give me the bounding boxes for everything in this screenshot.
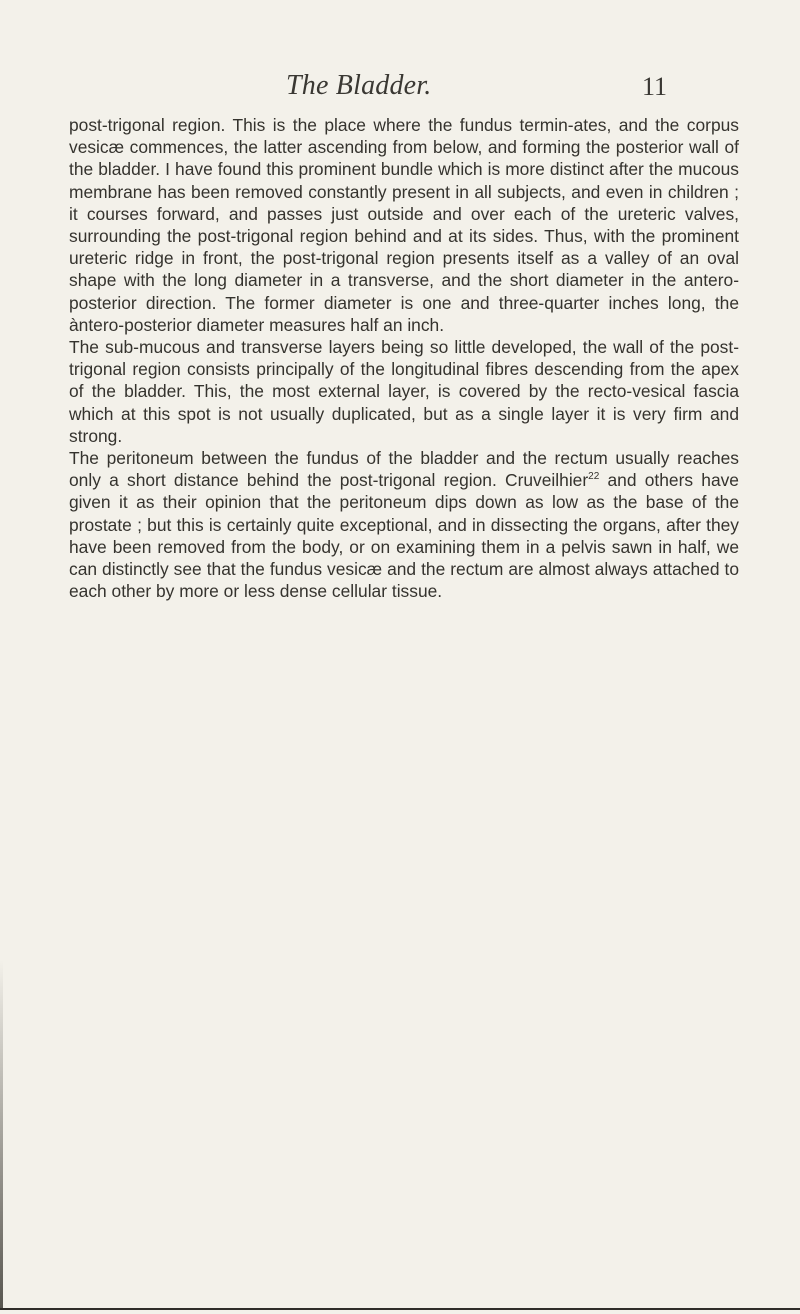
paragraph-3 xyxy=(69,447,739,602)
running-head xyxy=(0,70,800,110)
page-number: 11 xyxy=(642,72,668,101)
page-edge-shadow xyxy=(0,960,3,1310)
paragraph-3-text-a: The peritoneum between the fundus of the bladder and the rectum usually reaches only a short distance behind the post-trigonal region. Cruveilhier xyxy=(69,448,739,491)
page-bottom-edge xyxy=(0,1308,800,1310)
footnote-reference: 22 xyxy=(588,471,600,483)
paragraph-2: The sub-mucous and transverse layers being so little developed, the wall of the post-trigonal region consists principally of the longitudinal fibres descending from the apex of the bladder. This, the most external layer, is covered by the recto-vesical fascia which at this spot is not usually duplicated, but as a single layer it is very firm and strong. xyxy=(69,337,739,446)
paragraph-1: post-trigonal region. This is the place where the fundus termin-ates, and the corpus vesicæ commences, the latter ascending from below, and forming the posterior wall of the bladder. I have found this prominent bundle which is more distinct after the mucous membrane has been removed constantly present in all subjects, and even in children ; it courses forward, and passes just outside and over each of the ureteric valves, surrounding the post-trigonal region behind and at its sides. Thus, with the prominent ureteric ridge in front, the post-trigonal region presents itself as a valley of an oval shape with the long diameter in a transverse, and the short diameter in the antero-posterior direction. The former diameter is one and three-quarter inches long, the àntero-posterior diameter measures half an inch. xyxy=(69,115,739,335)
running-title: The Bladder. xyxy=(286,70,432,101)
paragraph-3-text-b: and others have given it as their opinion that the peritoneum dips down as low as the base of the prostate ; but this is certainly quite exceptional, and in dissecting the organs, after they have been removed from the body, or on examining them in a pelvis sawn in half, we can distinctly see that the fundus vesicæ and the rectum are almost always attached to each other by more or less dense cellular tissue. xyxy=(69,470,739,602)
body-text xyxy=(69,114,739,602)
